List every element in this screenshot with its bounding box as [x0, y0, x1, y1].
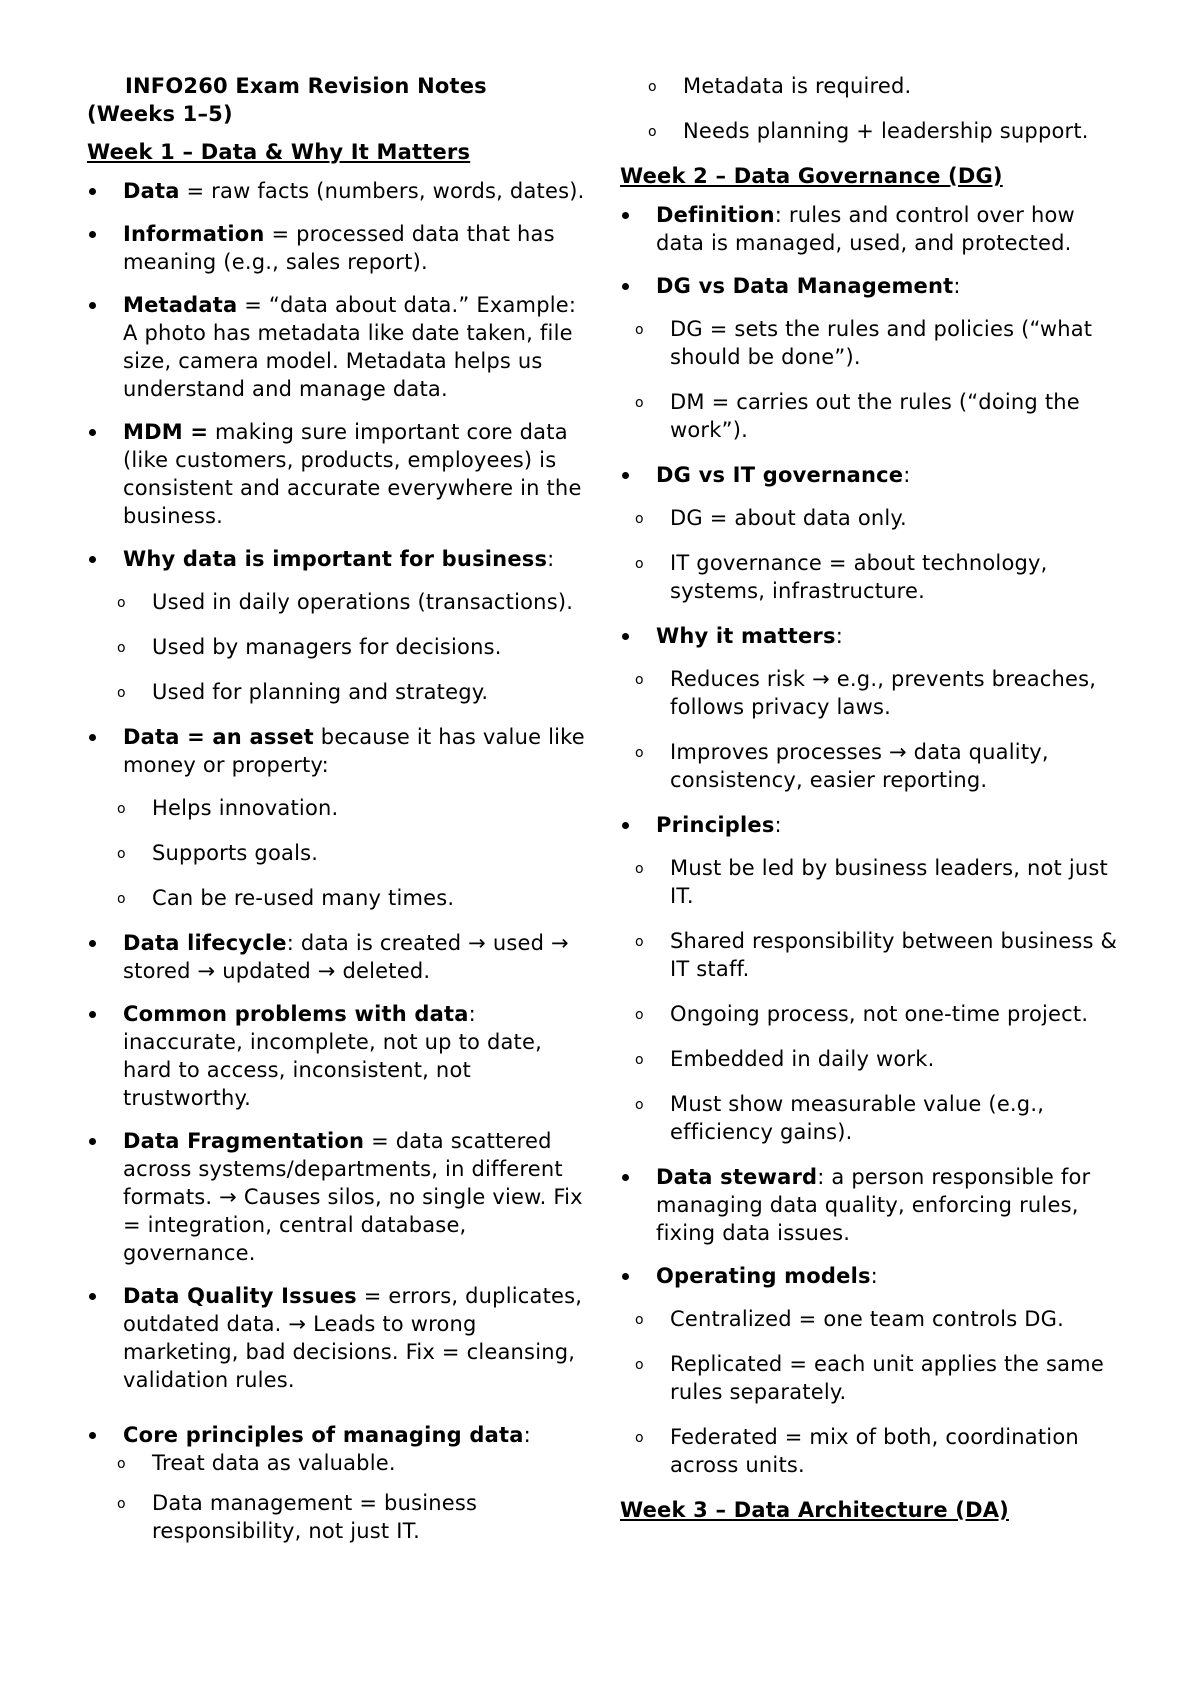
definition: :	[870, 1264, 878, 1288]
sub-item: o Supports goals.	[87, 839, 597, 867]
term: Why data is important for business	[123, 547, 548, 571]
sub-item: o Reduces risk → e.g., prevents breaches, follows privacy laws.	[620, 665, 1120, 721]
bullet-data-quality-issues	[87, 1282, 597, 1394]
term: Data lifecycle	[123, 931, 287, 955]
definition: : rules and control over how data is managed, used, and protected.	[656, 203, 1075, 255]
term: Definition	[656, 203, 775, 227]
title-line-1: INFO260 Exam Revision Notes	[125, 74, 487, 98]
bullet-dg-vs-dm	[620, 272, 1120, 300]
bullet-data-asset	[87, 723, 597, 779]
sub-item: o Improves processes → data quality, consistency, easier reporting.	[620, 738, 1120, 794]
sub-item: o IT governance = about technology, systems, infrastructure.	[620, 549, 1120, 605]
sub-item: o Used in daily operations (transactions).	[87, 588, 597, 616]
sub-item: o Used by managers for decisions.	[87, 633, 597, 661]
definition: :	[547, 547, 555, 571]
sub-item: o Metadata is required.	[620, 72, 1120, 100]
sub-item: o Helps innovation.	[87, 794, 597, 822]
bullet-principles	[620, 811, 1120, 839]
sub-item: o DG = about data only.	[620, 504, 1120, 532]
term: Data = an asset	[123, 725, 314, 749]
sub-item: o Must be led by business leaders, not just IT.	[620, 854, 1120, 910]
definition: making sure important core data (like customers, products, employees) is consistent and accurate everywhere in the business.	[123, 420, 582, 528]
sub-item: o Federated = mix of both, coordination across units.	[620, 1423, 1120, 1479]
document-title	[87, 72, 597, 128]
term: Data steward	[656, 1165, 818, 1189]
definition: :	[953, 274, 961, 298]
bullet-definition	[620, 201, 1120, 257]
definition: = data scattered across systems/departments, in different formats. → Causes silos, no single view. Fix = integration, central database, governance.	[123, 1129, 583, 1265]
week1-heading: Week 1 – Data & Why It Matters	[87, 140, 471, 164]
bullet-dg-vs-it	[620, 461, 1120, 489]
week2-heading: Week 2 – Data Governance (DG)	[620, 164, 1003, 188]
term: Common problems with data	[123, 1002, 469, 1026]
sub-item: o Used for planning and strategy.	[87, 678, 597, 706]
definition: because it has value like money or property:	[123, 725, 585, 777]
term: DG vs Data Management	[656, 274, 954, 298]
title-line-2: (Weeks 1–5)	[87, 102, 233, 126]
definition: : inaccurate, incomplete, not up to date, hard to access, inconsistent, not trustworthy.	[123, 1002, 542, 1110]
term: Why it matters	[656, 624, 836, 648]
definition: :	[774, 813, 782, 837]
term: MDM =	[123, 420, 209, 444]
bullet-data	[87, 177, 597, 205]
sub-item: o Must show measurable value (e.g., efficiency gains).	[620, 1090, 1120, 1146]
definition: = “data about data.” Example: A photo has metadata like date taken, file size, camera model. Metadata helps us understand and manage data.	[123, 293, 577, 401]
right-column	[620, 72, 1120, 1535]
sub-item: o DM = carries out the rules (“doing the work”).	[620, 388, 1120, 444]
bullet-data-steward	[620, 1163, 1120, 1247]
sub-item: o Centralized = one team controls DG.	[620, 1305, 1120, 1333]
bullet-core-principles	[87, 1421, 597, 1449]
bullet-why-data-important	[87, 545, 597, 573]
bullet-mdm	[87, 418, 597, 530]
week3-heading: Week 3 – Data Architecture (DA)	[620, 1498, 1009, 1522]
term: Metadata	[123, 293, 238, 317]
bullet-information	[87, 220, 597, 276]
sub-item: o Treat data as valuable.	[87, 1449, 597, 1477]
bullet-operating-models	[620, 1262, 1120, 1290]
sub-item: o Needs planning + leadership support.	[620, 117, 1120, 145]
definition: :	[523, 1423, 531, 1447]
core-principles-continued	[620, 72, 1120, 145]
definition: = errors, duplicates, outdated data. → Leads to wrong marketing, bad decisions. Fix = cleansing, validation rules.	[123, 1284, 583, 1392]
term: Principles	[656, 813, 775, 837]
term: Data Quality Issues	[123, 1284, 357, 1308]
definition: = processed data that has meaning (e.g., sales report).	[123, 222, 555, 274]
term: Data	[123, 179, 180, 203]
bullet-metadata	[87, 291, 597, 403]
definition: = raw facts (numbers, words, dates).	[179, 179, 585, 203]
definition: :	[903, 463, 911, 487]
term: Core principles of managing data	[123, 1423, 524, 1447]
definition: : data is created → used → stored → updated → deleted.	[123, 931, 569, 983]
sub-item: o Replicated = each unit applies the same rules separately.	[620, 1350, 1120, 1406]
spacer	[87, 1409, 597, 1421]
bullet-common-problems	[87, 1000, 597, 1112]
definition: :	[835, 624, 843, 648]
sub-item: o Data management = business responsibility, not just IT.	[87, 1489, 597, 1545]
term: Data Fragmentation	[123, 1129, 365, 1153]
sub-item: o DG = sets the rules and policies (“what should be done”).	[620, 315, 1120, 371]
bullet-data-lifecycle	[87, 929, 597, 985]
sub-item: o Embedded in daily work.	[620, 1045, 1120, 1073]
bullet-why-it-matters	[620, 622, 1120, 650]
sub-item: o Shared responsibility between business & IT staff.	[620, 927, 1120, 983]
bullet-data-fragmentation	[87, 1127, 597, 1267]
term: DG vs IT governance	[656, 463, 904, 487]
term: Information	[123, 222, 265, 246]
left-column	[87, 72, 597, 1562]
sub-item: o Can be re-used many times.	[87, 884, 597, 912]
definition: : a person responsible for managing data quality, enforcing rules, fixing data issues.	[656, 1165, 1091, 1245]
sub-item: o Ongoing process, not one-time project.	[620, 1000, 1120, 1028]
term: Operating models	[656, 1264, 871, 1288]
